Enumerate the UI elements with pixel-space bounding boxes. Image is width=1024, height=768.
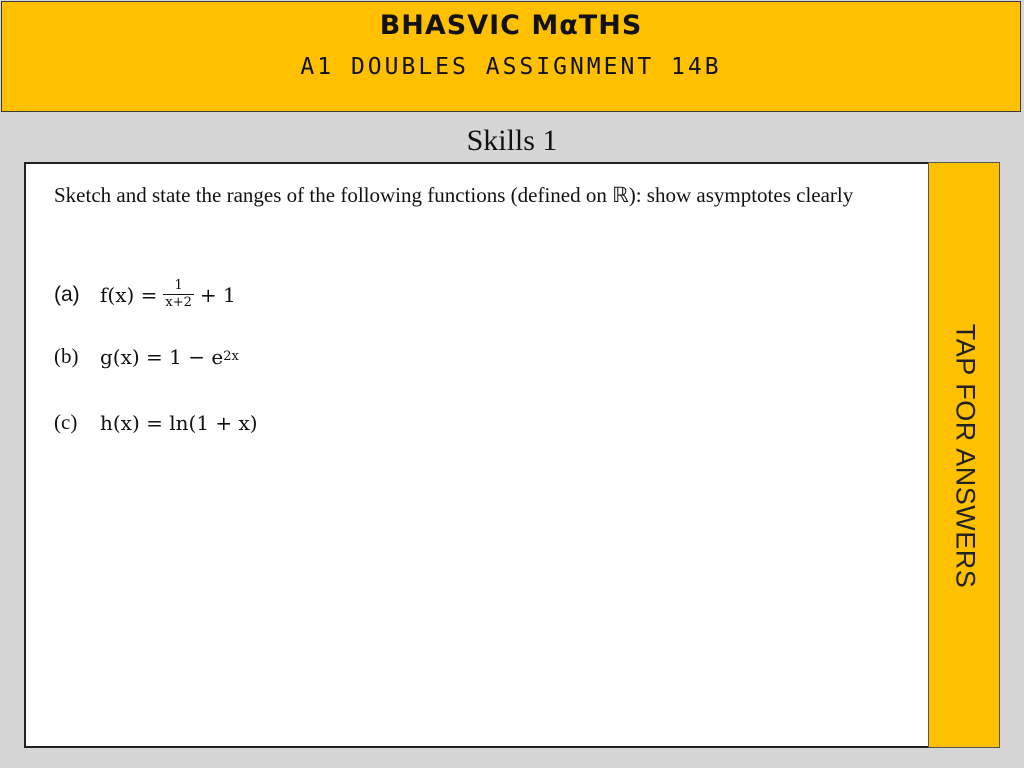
question-panel	[24, 162, 930, 748]
question-expression: h(x) = ln(1 + x)	[100, 410, 258, 435]
header-banner	[1, 1, 1021, 112]
slide-title: Skills 1	[466, 124, 558, 157]
assignment-subtitle: A1 DOUBLES ASSIGNMENT 14B	[300, 54, 722, 80]
exponent: 2x	[223, 349, 239, 364]
question-prompt: Sketch and state the ranges of the following functions (defined on ℝ): show asymptotes clearly	[54, 183, 854, 207]
question-label: (c)	[54, 410, 78, 434]
fraction	[163, 278, 194, 311]
question-expression	[100, 345, 239, 369]
question-label: (b)	[54, 344, 79, 368]
tap-for-answers-button[interactable]	[928, 162, 1000, 748]
tap-for-answers-label: TAP FOR ANSWERS	[950, 323, 981, 589]
question-expression	[100, 278, 236, 311]
expression-lhs: f(x) =	[100, 282, 158, 307]
question-b	[54, 344, 239, 369]
question-a	[54, 278, 236, 311]
question-c	[54, 410, 258, 435]
question-label: (a)	[54, 282, 80, 306]
fraction-denominator: x+2	[165, 295, 192, 310]
fraction-numerator: 1	[174, 278, 183, 293]
expression-lhs: g(x) = 1 − e	[100, 344, 224, 369]
brand-title: BHASVIC MαTHS	[379, 10, 643, 41]
expression-rhs: + 1	[199, 282, 236, 307]
